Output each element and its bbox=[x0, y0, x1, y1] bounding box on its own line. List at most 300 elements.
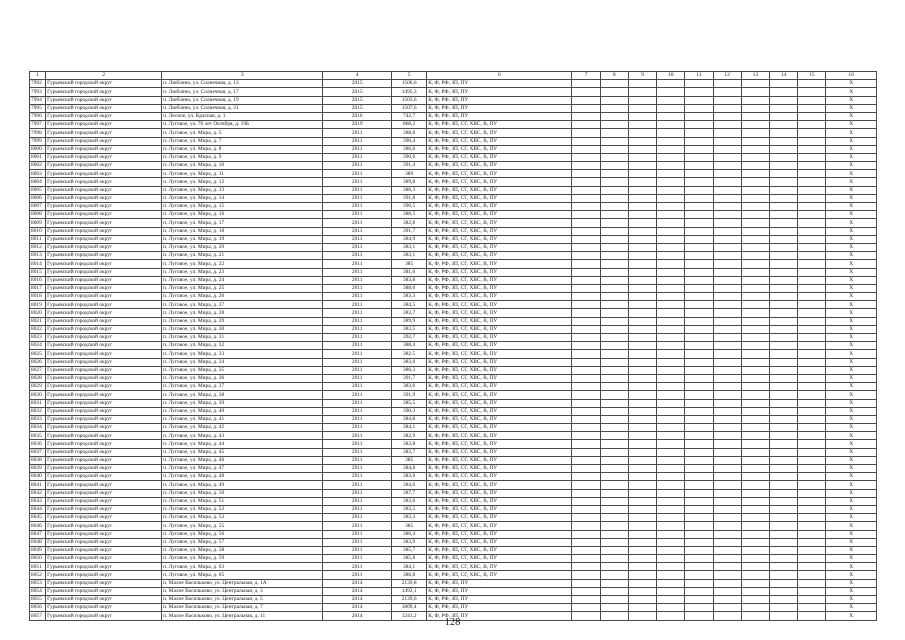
cell-row-number: 8050 bbox=[30, 555, 46, 563]
cell-empty bbox=[628, 432, 656, 440]
cell-address: п. Малое Васильково, ул. Центральная, д. 11 bbox=[162, 612, 323, 620]
cell-empty bbox=[769, 530, 797, 538]
cell-empty bbox=[713, 293, 741, 301]
cell-empty bbox=[685, 88, 713, 96]
cell-mark: X bbox=[826, 121, 877, 129]
cell-area: 385 bbox=[391, 260, 426, 268]
cell-area: 384,1 bbox=[391, 424, 426, 432]
cell-empty bbox=[713, 80, 741, 88]
cell-empty bbox=[741, 203, 769, 211]
cell-empty bbox=[600, 424, 628, 432]
cell-empty bbox=[600, 497, 628, 505]
table-row bbox=[30, 235, 877, 243]
cell-mark: X bbox=[826, 587, 877, 595]
cell-works: К, Ф, РФ, ЗП, СГ, ХВС, В, ПУ bbox=[427, 473, 572, 481]
cell-empty bbox=[798, 325, 826, 333]
cell-empty bbox=[685, 407, 713, 415]
cell-year: 2011 bbox=[323, 162, 392, 170]
cell-row-number: 8057 bbox=[30, 612, 46, 620]
cell-empty bbox=[657, 342, 685, 350]
cell-empty bbox=[713, 137, 741, 145]
cell-area: 390,5 bbox=[391, 203, 426, 211]
cell-works: К, Ф, РФ, ЗП, СГ, ХВС, В, ПУ bbox=[427, 489, 572, 497]
cell-municipality: Гурьевский городской округ bbox=[46, 505, 162, 513]
cell-mark: X bbox=[826, 309, 877, 317]
cell-empty bbox=[741, 358, 769, 366]
cell-empty bbox=[657, 219, 685, 227]
cell-empty bbox=[657, 260, 685, 268]
cell-empty bbox=[741, 96, 769, 104]
cell-empty bbox=[657, 530, 685, 538]
cell-year: 2011 bbox=[323, 505, 392, 513]
cell-year: 2011 bbox=[323, 546, 392, 554]
cell-empty bbox=[769, 448, 797, 456]
cell-municipality: Гурьевский городской округ bbox=[46, 538, 162, 546]
cell-empty bbox=[798, 473, 826, 481]
cell-row-number: 8040 bbox=[30, 473, 46, 481]
cell-empty bbox=[600, 129, 628, 137]
cell-row-number: 8024 bbox=[30, 342, 46, 350]
cell-address: п. Луговое, ул. Мира, д. 44 bbox=[162, 440, 323, 448]
cell-empty bbox=[769, 555, 797, 563]
column-header-12: 12 bbox=[713, 72, 741, 80]
cell-address: п. Луговое, ул. Мира, д. 51 bbox=[162, 497, 323, 505]
cell-row-number: 8045 bbox=[30, 514, 46, 522]
cell-empty bbox=[572, 366, 600, 374]
cell-works: К, Ф, РФ, ЗП, СГ, ХВС, В, ПУ bbox=[427, 383, 572, 391]
cell-empty bbox=[628, 178, 656, 186]
cell-empty bbox=[657, 284, 685, 292]
cell-empty bbox=[798, 88, 826, 96]
cell-empty bbox=[685, 489, 713, 497]
cell-area: 385 bbox=[391, 522, 426, 530]
cell-empty bbox=[713, 227, 741, 235]
cell-area: 1809,4 bbox=[391, 604, 426, 612]
cell-empty bbox=[572, 129, 600, 137]
cell-row-number: 8038 bbox=[30, 456, 46, 464]
cell-year: 2015 bbox=[323, 104, 392, 112]
cell-year: 2011 bbox=[323, 522, 392, 530]
cell-year: 2011 bbox=[323, 432, 392, 440]
cell-address: п. Луговое, ул. Мира, д. 35 bbox=[162, 366, 323, 374]
cell-area: 390,3 bbox=[391, 407, 426, 415]
cell-empty bbox=[657, 276, 685, 284]
cell-empty bbox=[657, 391, 685, 399]
cell-empty bbox=[769, 604, 797, 612]
cell-address: п. Луговое, ул. Мира, д. 21 bbox=[162, 252, 323, 260]
cell-area: 387,7 bbox=[391, 489, 426, 497]
cell-empty bbox=[572, 391, 600, 399]
cell-address: п. Луговое, ул. Мира, д. 38 bbox=[162, 391, 323, 399]
cell-municipality: Гурьевский городской округ bbox=[46, 96, 162, 104]
cell-empty bbox=[685, 121, 713, 129]
cell-empty bbox=[685, 374, 713, 382]
cell-municipality: Гурьевский городской округ bbox=[46, 211, 162, 219]
cell-year: 2011 bbox=[323, 252, 392, 260]
cell-year: 2011 bbox=[323, 219, 392, 227]
cell-empty bbox=[572, 604, 600, 612]
cell-empty bbox=[628, 219, 656, 227]
cell-mark: X bbox=[826, 260, 877, 268]
cell-municipality: Гурьевский городской округ bbox=[46, 178, 162, 186]
cell-row-number: 8028 bbox=[30, 374, 46, 382]
cell-empty bbox=[741, 432, 769, 440]
cell-mark: X bbox=[826, 440, 877, 448]
cell-area: 383,5 bbox=[391, 505, 426, 513]
cell-empty bbox=[572, 497, 600, 505]
cell-municipality: Гурьевский городской округ bbox=[46, 137, 162, 145]
cell-works: К, Ф, РФ, ЗП, СГ, ХВС, В, ПУ bbox=[427, 497, 572, 505]
cell-empty bbox=[657, 350, 685, 358]
cell-empty bbox=[713, 587, 741, 595]
cell-mark: X bbox=[826, 112, 877, 120]
cell-empty bbox=[600, 383, 628, 391]
cell-area: 388,5 bbox=[391, 211, 426, 219]
cell-works: К, Ф, РФ, ЗП, СГ, ХВС, В, ПУ bbox=[427, 203, 572, 211]
cell-empty bbox=[798, 604, 826, 612]
cell-mark: X bbox=[826, 481, 877, 489]
cell-empty bbox=[657, 604, 685, 612]
cell-mark: X bbox=[826, 170, 877, 178]
cell-empty bbox=[600, 440, 628, 448]
cell-row-number: 8044 bbox=[30, 505, 46, 513]
cell-empty bbox=[600, 473, 628, 481]
cell-empty bbox=[628, 121, 656, 129]
cell-empty bbox=[741, 399, 769, 407]
cell-works: К, Ф, РФ, ЗП, СГ, ХВС, В, ПУ bbox=[427, 334, 572, 342]
cell-works: К, Ф, РФ, ЗП, СГ, ХВС, В, ПУ bbox=[427, 448, 572, 456]
cell-empty bbox=[769, 391, 797, 399]
cell-municipality: Гурьевский городской округ bbox=[46, 440, 162, 448]
cell-year: 2014 bbox=[323, 587, 392, 595]
cell-empty bbox=[798, 211, 826, 219]
cell-empty bbox=[769, 489, 797, 497]
table-row bbox=[30, 407, 877, 415]
table-row bbox=[30, 227, 877, 235]
cell-works: К, Ф, РФ, ЗП, СГ, ХВС, В, ПУ bbox=[427, 350, 572, 358]
cell-empty bbox=[685, 383, 713, 391]
column-header-2: 2 bbox=[46, 72, 162, 80]
cell-empty bbox=[628, 186, 656, 194]
cell-municipality: Гурьевский городской округ bbox=[46, 121, 162, 129]
cell-empty bbox=[713, 129, 741, 137]
cell-row-number: 8003 bbox=[30, 170, 46, 178]
cell-empty bbox=[713, 252, 741, 260]
cell-area: 384,8 bbox=[391, 415, 426, 423]
cell-empty bbox=[657, 227, 685, 235]
cell-empty bbox=[657, 358, 685, 366]
cell-area: 391,9 bbox=[391, 391, 426, 399]
cell-empty bbox=[628, 334, 656, 342]
cell-empty bbox=[798, 538, 826, 546]
cell-empty bbox=[628, 448, 656, 456]
column-header-11: 11 bbox=[685, 72, 713, 80]
cell-empty bbox=[572, 383, 600, 391]
cell-empty bbox=[628, 563, 656, 571]
cell-address: п. Луговое, ул. Мира, д. 8 bbox=[162, 145, 323, 153]
cell-empty bbox=[685, 170, 713, 178]
cell-row-number: 8007 bbox=[30, 203, 46, 211]
cell-empty bbox=[741, 473, 769, 481]
cell-year: 2011 bbox=[323, 563, 392, 571]
cell-municipality: Гурьевский городской округ bbox=[46, 587, 162, 595]
cell-empty bbox=[769, 456, 797, 464]
cell-empty bbox=[628, 211, 656, 219]
cell-row-number: 7997 bbox=[30, 121, 46, 129]
cell-year: 2011 bbox=[323, 317, 392, 325]
cell-empty bbox=[798, 162, 826, 170]
cell-mark: X bbox=[826, 579, 877, 587]
cell-empty bbox=[769, 465, 797, 473]
cell-empty bbox=[685, 325, 713, 333]
cell-empty bbox=[685, 252, 713, 260]
cell-empty bbox=[572, 456, 600, 464]
cell-empty bbox=[798, 342, 826, 350]
cell-municipality: Гурьевский городской округ bbox=[46, 243, 162, 251]
table-row bbox=[30, 391, 877, 399]
cell-mark: X bbox=[826, 186, 877, 194]
cell-empty bbox=[657, 301, 685, 309]
cell-empty bbox=[741, 260, 769, 268]
cell-mark: X bbox=[826, 80, 877, 88]
table-row bbox=[30, 203, 877, 211]
cell-empty bbox=[600, 194, 628, 202]
table-row bbox=[30, 170, 877, 178]
cell-works: К, Ф, РФ, ЗП, СГ, ХВС, В, ПУ bbox=[427, 284, 572, 292]
cell-municipality: Гурьевский городской округ bbox=[46, 301, 162, 309]
cell-municipality: Гурьевский городской округ bbox=[46, 284, 162, 292]
cell-mark: X bbox=[826, 325, 877, 333]
cell-empty bbox=[600, 465, 628, 473]
cell-empty bbox=[657, 104, 685, 112]
table-row bbox=[30, 137, 877, 145]
column-header-10: 10 bbox=[657, 72, 685, 80]
cell-empty bbox=[798, 284, 826, 292]
cell-empty bbox=[600, 170, 628, 178]
cell-empty bbox=[798, 178, 826, 186]
cell-year: 2011 bbox=[323, 424, 392, 432]
cell-municipality: Гурьевский городской округ bbox=[46, 415, 162, 423]
cell-works: К, Ф, РФ, ЗП, СГ, ХВС, В, ПУ bbox=[427, 366, 572, 374]
cell-empty bbox=[628, 473, 656, 481]
cell-municipality: Гурьевский городской округ bbox=[46, 219, 162, 227]
cell-empty bbox=[572, 448, 600, 456]
cell-empty bbox=[685, 301, 713, 309]
table-row bbox=[30, 465, 877, 473]
cell-mark: X bbox=[826, 538, 877, 546]
cell-empty bbox=[769, 243, 797, 251]
column-header-9: 9 bbox=[628, 72, 656, 80]
cell-empty bbox=[600, 522, 628, 530]
cell-empty bbox=[600, 88, 628, 96]
cell-empty bbox=[685, 358, 713, 366]
cell-empty bbox=[798, 563, 826, 571]
cell-works: К, Ф, РФ, ЗП, СГ, ХВС, В, ПУ bbox=[427, 170, 572, 178]
cell-row-number: 8036 bbox=[30, 440, 46, 448]
cell-municipality: Гурьевский городской округ bbox=[46, 104, 162, 112]
cell-empty bbox=[769, 252, 797, 260]
cell-empty bbox=[600, 374, 628, 382]
table-row bbox=[30, 309, 877, 317]
cell-empty bbox=[657, 252, 685, 260]
cell-empty bbox=[628, 489, 656, 497]
cell-row-number: 8022 bbox=[30, 325, 46, 333]
cell-mark: X bbox=[826, 129, 877, 137]
cell-year: 2011 bbox=[323, 194, 392, 202]
cell-empty bbox=[685, 112, 713, 120]
cell-area: 868,2 bbox=[391, 121, 426, 129]
table-row bbox=[30, 219, 877, 227]
cell-empty bbox=[798, 432, 826, 440]
table-row bbox=[30, 604, 877, 612]
cell-empty bbox=[769, 374, 797, 382]
cell-row-number: 8033 bbox=[30, 415, 46, 423]
cell-empty bbox=[572, 530, 600, 538]
table-row bbox=[30, 186, 877, 194]
cell-works: К, Ф, РФ, ЗП, СГ, ХВС, В, ПУ bbox=[427, 514, 572, 522]
cell-mark: X bbox=[826, 530, 877, 538]
cell-empty bbox=[572, 153, 600, 161]
cell-year: 2011 bbox=[323, 399, 392, 407]
cell-empty bbox=[713, 317, 741, 325]
cell-mark: X bbox=[826, 497, 877, 505]
cell-year: 2011 bbox=[323, 456, 392, 464]
cell-works: К, Ф, РФ, ЗП, СГ, ХВС, В, ПУ bbox=[427, 481, 572, 489]
cell-empty bbox=[798, 334, 826, 342]
cell-empty bbox=[657, 334, 685, 342]
cell-empty bbox=[713, 481, 741, 489]
cell-empty bbox=[657, 243, 685, 251]
cell-municipality: Гурьевский городской округ bbox=[46, 604, 162, 612]
cell-empty bbox=[628, 571, 656, 579]
cell-works: К, Ф, РФ, ЗП, СГ, ХВС, В, ПУ bbox=[427, 129, 572, 137]
cell-row-number: 8042 bbox=[30, 489, 46, 497]
cell-empty bbox=[769, 80, 797, 88]
cell-row-number: 7999 bbox=[30, 137, 46, 145]
cell-empty bbox=[600, 104, 628, 112]
cell-empty bbox=[685, 104, 713, 112]
cell-works: К, Ф, РФ, ЗП, СГ, ХВС, В, ПУ bbox=[427, 178, 572, 186]
cell-empty bbox=[685, 211, 713, 219]
table-row bbox=[30, 522, 877, 530]
cell-works: К, Ф, РФ, ЗП, СГ, ХВС, В, ПУ bbox=[427, 317, 572, 325]
cell-row-number: 8037 bbox=[30, 448, 46, 456]
cell-area: 388,4 bbox=[391, 342, 426, 350]
cell-empty bbox=[600, 219, 628, 227]
cell-empty bbox=[685, 317, 713, 325]
cell-empty bbox=[769, 145, 797, 153]
cell-row-number: 8017 bbox=[30, 284, 46, 292]
cell-empty bbox=[685, 440, 713, 448]
cell-empty bbox=[657, 505, 685, 513]
cell-empty bbox=[657, 432, 685, 440]
cell-empty bbox=[769, 366, 797, 374]
cell-empty bbox=[769, 268, 797, 276]
cell-empty bbox=[628, 203, 656, 211]
cell-empty bbox=[798, 301, 826, 309]
cell-empty bbox=[798, 555, 826, 563]
cell-row-number: 8005 bbox=[30, 186, 46, 194]
cell-mark: X bbox=[826, 374, 877, 382]
cell-empty bbox=[713, 145, 741, 153]
cell-empty bbox=[628, 587, 656, 595]
column-header-4: 4 bbox=[323, 72, 392, 80]
cell-empty bbox=[572, 121, 600, 129]
cell-works: К, Ф, РФ, ЗП, СГ, ХВС, В, ПУ bbox=[427, 465, 572, 473]
cell-empty bbox=[798, 489, 826, 497]
cell-row-number: 8026 bbox=[30, 358, 46, 366]
cell-empty bbox=[713, 162, 741, 170]
cell-row-number: 8043 bbox=[30, 497, 46, 505]
cell-empty bbox=[685, 219, 713, 227]
cell-works: К, Ф, РФ, ЗП, СГ, ХВС, В, ПУ bbox=[427, 440, 572, 448]
cell-empty bbox=[572, 522, 600, 530]
cell-mark: X bbox=[826, 612, 877, 620]
cell-empty bbox=[769, 546, 797, 554]
cell-empty bbox=[798, 129, 826, 137]
cell-empty bbox=[713, 153, 741, 161]
cell-empty bbox=[572, 579, 600, 587]
cell-empty bbox=[769, 293, 797, 301]
cell-empty bbox=[741, 350, 769, 358]
cell-empty bbox=[713, 571, 741, 579]
cell-year: 2011 bbox=[323, 530, 392, 538]
cell-empty bbox=[741, 424, 769, 432]
cell-empty bbox=[769, 522, 797, 530]
cell-empty bbox=[572, 96, 600, 104]
cell-mark: X bbox=[826, 243, 877, 251]
cell-row-number: 8049 bbox=[30, 546, 46, 554]
cell-empty bbox=[798, 522, 826, 530]
cell-mark: X bbox=[826, 227, 877, 235]
cell-empty bbox=[769, 342, 797, 350]
cell-empty bbox=[600, 325, 628, 333]
cell-empty bbox=[572, 481, 600, 489]
cell-empty bbox=[628, 481, 656, 489]
cell-address: п. Люблино, ул. Солнечная, д. 21 bbox=[162, 104, 323, 112]
cell-empty bbox=[628, 456, 656, 464]
cell-empty bbox=[628, 137, 656, 145]
cell-year: 2015 bbox=[323, 80, 392, 88]
cell-empty bbox=[741, 301, 769, 309]
cell-address: п. Люблино, ул. Солнечная, д. 19 bbox=[162, 96, 323, 104]
cell-empty bbox=[572, 546, 600, 554]
cell-empty bbox=[657, 563, 685, 571]
cell-empty bbox=[685, 145, 713, 153]
cell-area: 391,4 bbox=[391, 162, 426, 170]
table-row bbox=[30, 276, 877, 284]
cell-empty bbox=[713, 407, 741, 415]
table-row bbox=[30, 301, 877, 309]
cell-address: п. Луговое, ул. Мира, д. 42 bbox=[162, 424, 323, 432]
cell-works: К, Ф, РФ, ЗП, СГ, ХВС, В, ПУ bbox=[427, 522, 572, 530]
cell-empty bbox=[628, 440, 656, 448]
cell-empty bbox=[741, 219, 769, 227]
cell-empty bbox=[769, 88, 797, 96]
cell-municipality: Гурьевский городской округ bbox=[46, 546, 162, 554]
cell-address: п. Луговое, ул. Мира, д. 11 bbox=[162, 170, 323, 178]
cell-empty bbox=[798, 424, 826, 432]
cell-empty bbox=[628, 260, 656, 268]
cell-empty bbox=[628, 325, 656, 333]
cell-works: К, Ф, РФ, ЗП, СГ, ХВС, В, ПУ bbox=[427, 571, 572, 579]
cell-empty bbox=[798, 415, 826, 423]
cell-municipality: Гурьевский городской округ bbox=[46, 571, 162, 579]
cell-empty bbox=[572, 268, 600, 276]
cell-empty bbox=[600, 145, 628, 153]
table-row bbox=[30, 153, 877, 161]
cell-empty bbox=[713, 522, 741, 530]
